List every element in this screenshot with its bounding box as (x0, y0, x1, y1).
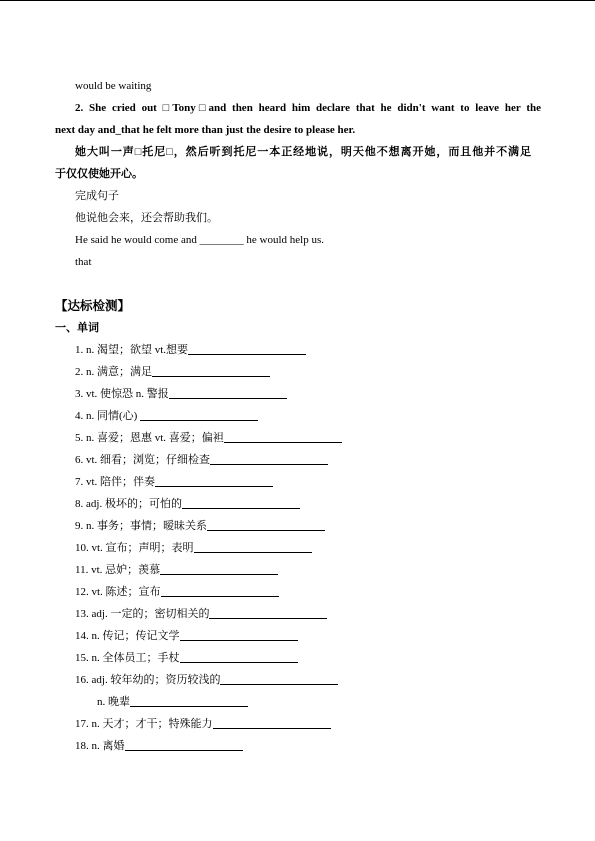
exercise-title: 完成句子 (75, 190, 119, 202)
vocab-item (55, 515, 541, 537)
answer-blank (152, 366, 270, 377)
continuation-text: would be waiting (75, 80, 152, 92)
vocab-prompt: 11. vt. 忌妒；羡慕 (75, 564, 161, 576)
document-body (55, 75, 541, 757)
vocab-item (55, 339, 541, 361)
vocabulary-list (55, 339, 541, 757)
answer-blank (160, 564, 278, 575)
answer-blank (188, 344, 306, 355)
answer-blank (209, 608, 327, 619)
vocab-prompt: 16. adj. 较年幼的；资历较浅的 (75, 674, 221, 686)
vocab-prompt: 5. n. 喜爱；恩惠 vt. 喜爱；偏袒 (75, 432, 224, 444)
answer-blank (169, 388, 287, 399)
example-translation-zh-line-2: 于仅仅使她开心。 (55, 168, 143, 180)
section-subtitle: 一、单词 (55, 322, 99, 334)
answer-blank (213, 718, 331, 729)
vocab-prompt: 10. vt. 宣布；声明；表明 (75, 542, 194, 554)
exercise-answer: that (75, 256, 92, 268)
vocab-prompt: 6. vt. 细看；浏览；仔细检查 (75, 454, 211, 466)
example-sentence-en-line-1: 2. She cried out □Tony□and then heard him declare that he didn't want to leave her the (75, 102, 541, 114)
answer-blank (155, 476, 273, 487)
vocab-item (55, 405, 541, 427)
vocab-item (55, 713, 541, 735)
vocab-item (55, 647, 541, 669)
section-title: 【达标检测】 (55, 299, 131, 313)
vocab-item (55, 537, 541, 559)
vocab-prompt: 7. vt. 陪伴；伴奏 (75, 476, 156, 488)
answer-blank (140, 410, 258, 421)
vocab-item (55, 669, 541, 691)
page-top-rule (0, 0, 595, 1)
vocab-prompt: n. 晚辈 (97, 696, 130, 708)
vocab-item (55, 625, 541, 647)
answer-blank (125, 740, 243, 751)
example-translation-zh-line-1: 她大叫一声□托尼□，然后听到托尼一本正经地说，明天他不想离开她，而且他并不满足 (75, 146, 531, 158)
answer-blank (180, 652, 298, 663)
exercise-prompt-zh: 他说他会来，还会帮助我们。 (75, 212, 218, 224)
vocab-item (55, 581, 541, 603)
vocab-item (55, 361, 541, 383)
vocab-prompt: 9. n. 事务；事情；暧昧关系 (75, 520, 207, 532)
vocab-sub-item (55, 691, 541, 713)
vocab-item (55, 493, 541, 515)
vocab-item (55, 735, 541, 757)
vocab-prompt: 14. n. 传记；传记文学 (75, 630, 180, 642)
answer-blank (194, 542, 312, 553)
vocab-prompt: 15. n. 全体员工；手杖 (75, 652, 180, 664)
answer-blank (220, 674, 338, 685)
vocab-prompt: 1. n. 渴望；欲望 vt.想要 (75, 344, 189, 356)
vocab-prompt: 17. n. 天才；才干；特殊能力 (75, 718, 213, 730)
answer-blank (161, 586, 279, 597)
answer-blank (210, 454, 328, 465)
vocab-prompt: 12. vt. 陈述；宣布 (75, 586, 161, 598)
vocab-item (55, 383, 541, 405)
vocab-item (55, 603, 541, 625)
vocab-prompt: 4. n. 同情(心) (75, 410, 141, 422)
answer-blank (182, 498, 300, 509)
vocab-item (55, 471, 541, 493)
vocab-prompt: 8. adj. 极坏的；可怕的 (75, 498, 182, 510)
answer-blank (224, 432, 342, 443)
answer-blank (207, 520, 325, 531)
example-sentence-en-line-2: next day and_that he felt more than just the desire to please her. (55, 124, 356, 136)
answer-blank (130, 696, 248, 707)
exercise-sentence-en: He said he would come and ________ he would help us. (75, 234, 324, 246)
vocab-item (55, 559, 541, 581)
vocab-item (55, 427, 541, 449)
vocab-item (55, 449, 541, 471)
vocab-prompt: 3. vt. 使惊恐 n. 警报 (75, 388, 169, 400)
vocab-prompt: 13. adj. 一定的；密切相关的 (75, 608, 210, 620)
answer-blank (180, 630, 298, 641)
vocab-prompt: 18. n. 离婚 (75, 740, 125, 752)
vocab-prompt: 2. n. 满意；满足 (75, 366, 152, 378)
